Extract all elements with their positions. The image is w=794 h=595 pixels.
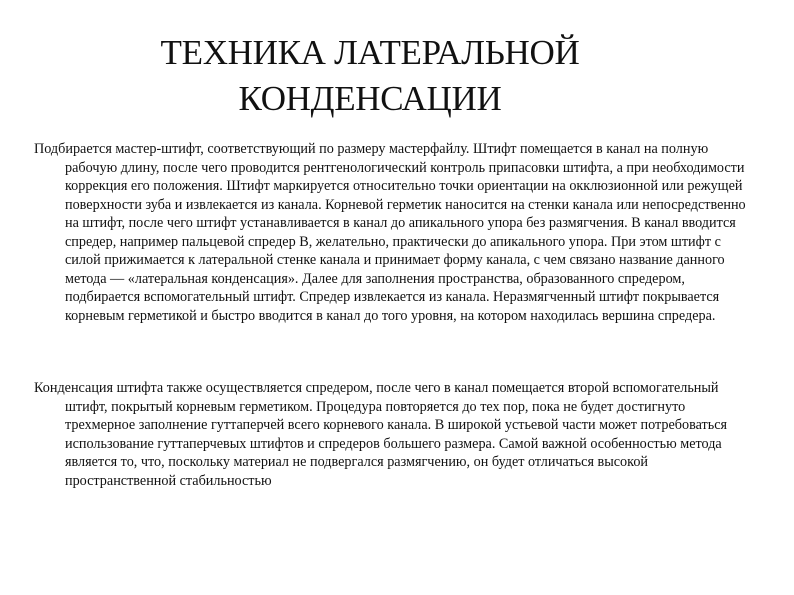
title-line-2: КОНДЕНСАЦИИ (238, 79, 502, 118)
paragraph-2: Конденсация штифта также осуществляется спредером, после чего в канал помещается второй вспомогательный штифт, покрытый корневым герметиком. Процедура повторяется до тех пор, пока не будет достигнуто трехмерное заполнение гуттаперчей всего корневого канала. В широкой устьевой части может потребоваться использование гуттаперчевых штифтов и спредеров большего размера. Самой важной особенностью метода является то, что, поскольку материал не подвергался размягчению, он будет отличаться высокой пространственной стабильностью (34, 380, 728, 489)
slide-title (0, 30, 740, 122)
paragraph-1: Подбирается мастер-штифт, соответствующий по размеру мастерфайлу. Штифт помещается в канал на полную рабочую длину, после чего проводится рентгенологический контроль припасовки штифта, а при необходимости коррекция его положения. Штифт маркируется относительно точки ориентации на окклюзионной или режущей поверхности зуба и извлекается из канала. Корневой герметик наносится на стенки канала или непосредственно на штифт, после чего штифт устанавливается в канал до апикального упора без размягчения. В канал вводится спредер, например пальцевой спредер В, желательно, практически до апикального упора. При этом штифт с силой прижимается к латеральной стенке канала и принимает форму канала, с чем связано название данного метода — «латеральная конденсация». Далее для заполнения пространства, образованного спредером, подбирается вспомогательный штифт. Спредер извлекается из канала. Неразмягченный штифт покрывается корневым герметикой и быстро вводится в канал до того уровня, на котором находилась вершина спредера. (34, 141, 746, 324)
title-line-1: ТЕХНИКА ЛАТЕРАЛЬНОЙ (160, 33, 580, 72)
